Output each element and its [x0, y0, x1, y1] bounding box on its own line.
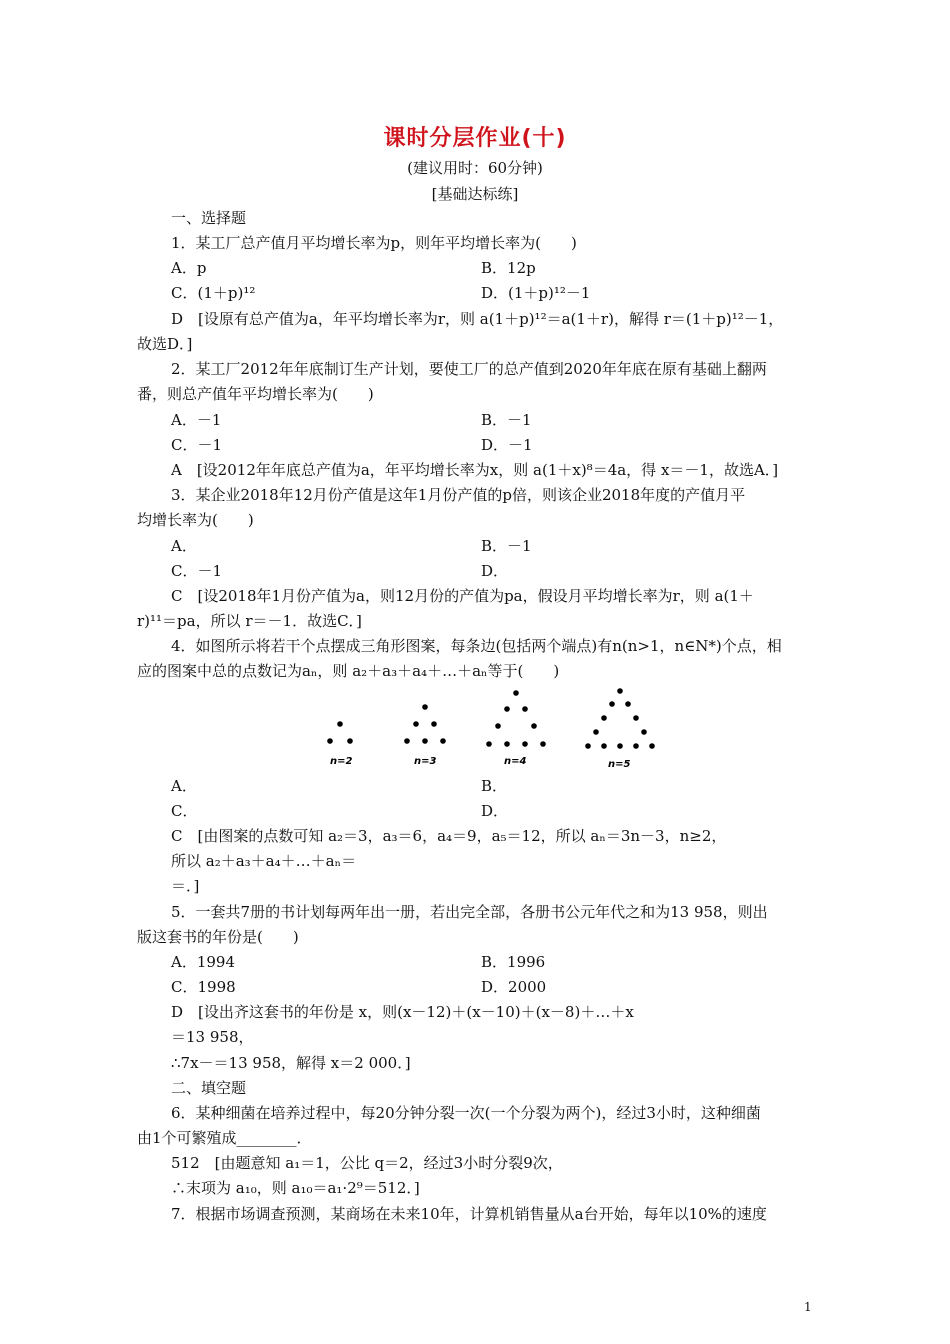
- text-line: 二、填空题: [171, 1079, 247, 1097]
- label-n4: n=4: [504, 756, 527, 767]
- text-line: 512 [由题意知 a₁＝1，公比 q＝2，经过3小时分裂9次，: [171, 1154, 563, 1172]
- text-line: C [由图案的点数可知 a₂＝3，a₃＝6，a₄＝9，a₅＝12，所以 aₙ＝3n－3，n≥2，: [171, 827, 727, 845]
- pattern-n4: [486, 690, 546, 747]
- text-line: 版这套书的年份是( ): [137, 928, 299, 946]
- text-line: A [设2012年年底总产值为a，年平均增长率为x，则 a(1＋x)⁸＝4a，得 x＝－1，故选A．]: [171, 461, 779, 479]
- text-line: 4．如图所示将若干个点摆成三角形图案，每条边(包括两个端点)有n(n>1，n∈N*)个点，相: [171, 637, 782, 655]
- text-line: B．12p: [481, 259, 536, 277]
- triangle-dot-figure: [320, 688, 660, 770]
- text-line: 所以 a₂＋a₃＋a₄＋…＋aₙ＝: [171, 852, 357, 870]
- text-line: 1．某工厂总产值月平均增长率为p，则年平均增长率为( ): [171, 234, 577, 252]
- label-n5: n=5: [608, 759, 631, 770]
- pattern-n5: [585, 688, 655, 749]
- text-line: ＝13 958，: [171, 1028, 254, 1046]
- pattern-n2: [327, 721, 353, 744]
- page-title: 课时分层作业(十): [383, 126, 567, 151]
- text-line: ∴末项为 a₁₀，则 a₁₀＝a₁·2⁹＝512．]: [171, 1179, 420, 1197]
- text-line: 应的图案中总的点数记为aₙ，则 a₂＋a₃＋a₄＋…＋aₙ等于( ): [137, 662, 560, 680]
- section-label: [基础达标练]: [431, 185, 519, 203]
- text-line: 5．一套共7册的书计划每两年出一册，若出完全部，各册书公元年代之和为13 958，则出: [171, 903, 768, 921]
- text-line: B．－1: [481, 411, 532, 429]
- page-number: 1: [804, 1300, 812, 1314]
- text-line: C．(1＋p)¹²: [171, 284, 256, 302]
- text-line: 3．某企业2018年12月份产值是这年1月份产值的p倍，则该企业2018年度的产值月平: [171, 486, 746, 504]
- text-line: 7．根据市场调查预测，某商场在未来10年，计算机销售量从a台开始，每年以10%的速度: [171, 1205, 767, 1223]
- text-line: 均增长率为( ): [137, 511, 254, 529]
- text-line: D [设原有总产值为a，年平均增长率为r，则 a(1＋p)¹²＝a(1＋r)，解得 r＝(1＋p)¹²－1，: [171, 310, 784, 328]
- label-n3: n=3: [414, 756, 437, 767]
- text-line: A．: [171, 777, 197, 795]
- text-line: 由1个可繁殖成________．: [137, 1129, 312, 1147]
- text-line: C [设2018年1月份产值为a，则12月份的产值为pa，假设月平均增长率为r，则 a(1＋: [171, 587, 754, 605]
- text-line: C．－1: [171, 436, 223, 454]
- text-line: D [设出齐这套书的年份是 x，则(x－12)＋(x－10)＋(x－8)＋…＋x: [171, 1003, 634, 1021]
- text-line: 一、选择题: [171, 209, 247, 227]
- text-line: D．: [481, 802, 509, 820]
- text-line: A．1994: [171, 953, 236, 971]
- suggested-time: (建议用时：60分钟): [407, 159, 543, 177]
- text-line: D．－1: [481, 436, 533, 454]
- text-line: B．－1: [481, 537, 532, 555]
- text-line: C．－1: [171, 562, 223, 580]
- text-line: C．: [171, 802, 198, 820]
- text-line: ∴7x－＝13 958，解得 x＝2 000．]: [171, 1054, 411, 1072]
- text-line: C．1998: [171, 978, 236, 996]
- text-line: r)¹¹＝pa，所以 r＝－1．故选C．]: [137, 612, 362, 630]
- text-line: B．1996: [481, 953, 546, 971]
- text-line: A．－1: [171, 411, 222, 429]
- text-line: D．(1＋p)¹²－1: [481, 284, 591, 302]
- text-line: 故选D．]: [137, 335, 193, 353]
- text-line: A．: [171, 537, 197, 555]
- text-line: 6．某种细菌在培养过程中，每20分钟分裂一次(一个分裂为两个)，经过3小时，这种细菌: [171, 1104, 761, 1122]
- text-line: D．: [481, 562, 509, 580]
- text-line: A．p: [171, 259, 207, 277]
- text-line: D．2000: [481, 978, 547, 996]
- text-line: B．: [481, 777, 508, 795]
- pattern-n3: [404, 704, 446, 744]
- text-line: ＝．]: [171, 877, 200, 895]
- text-line: 2．某工厂2012年年底制订生产计划，要使工厂的总产值到2020年年底在原有基础上翻两: [171, 360, 767, 378]
- label-n2: n=2: [330, 756, 353, 767]
- text-line: 番，则总产值年平均增长率为( ): [137, 385, 374, 403]
